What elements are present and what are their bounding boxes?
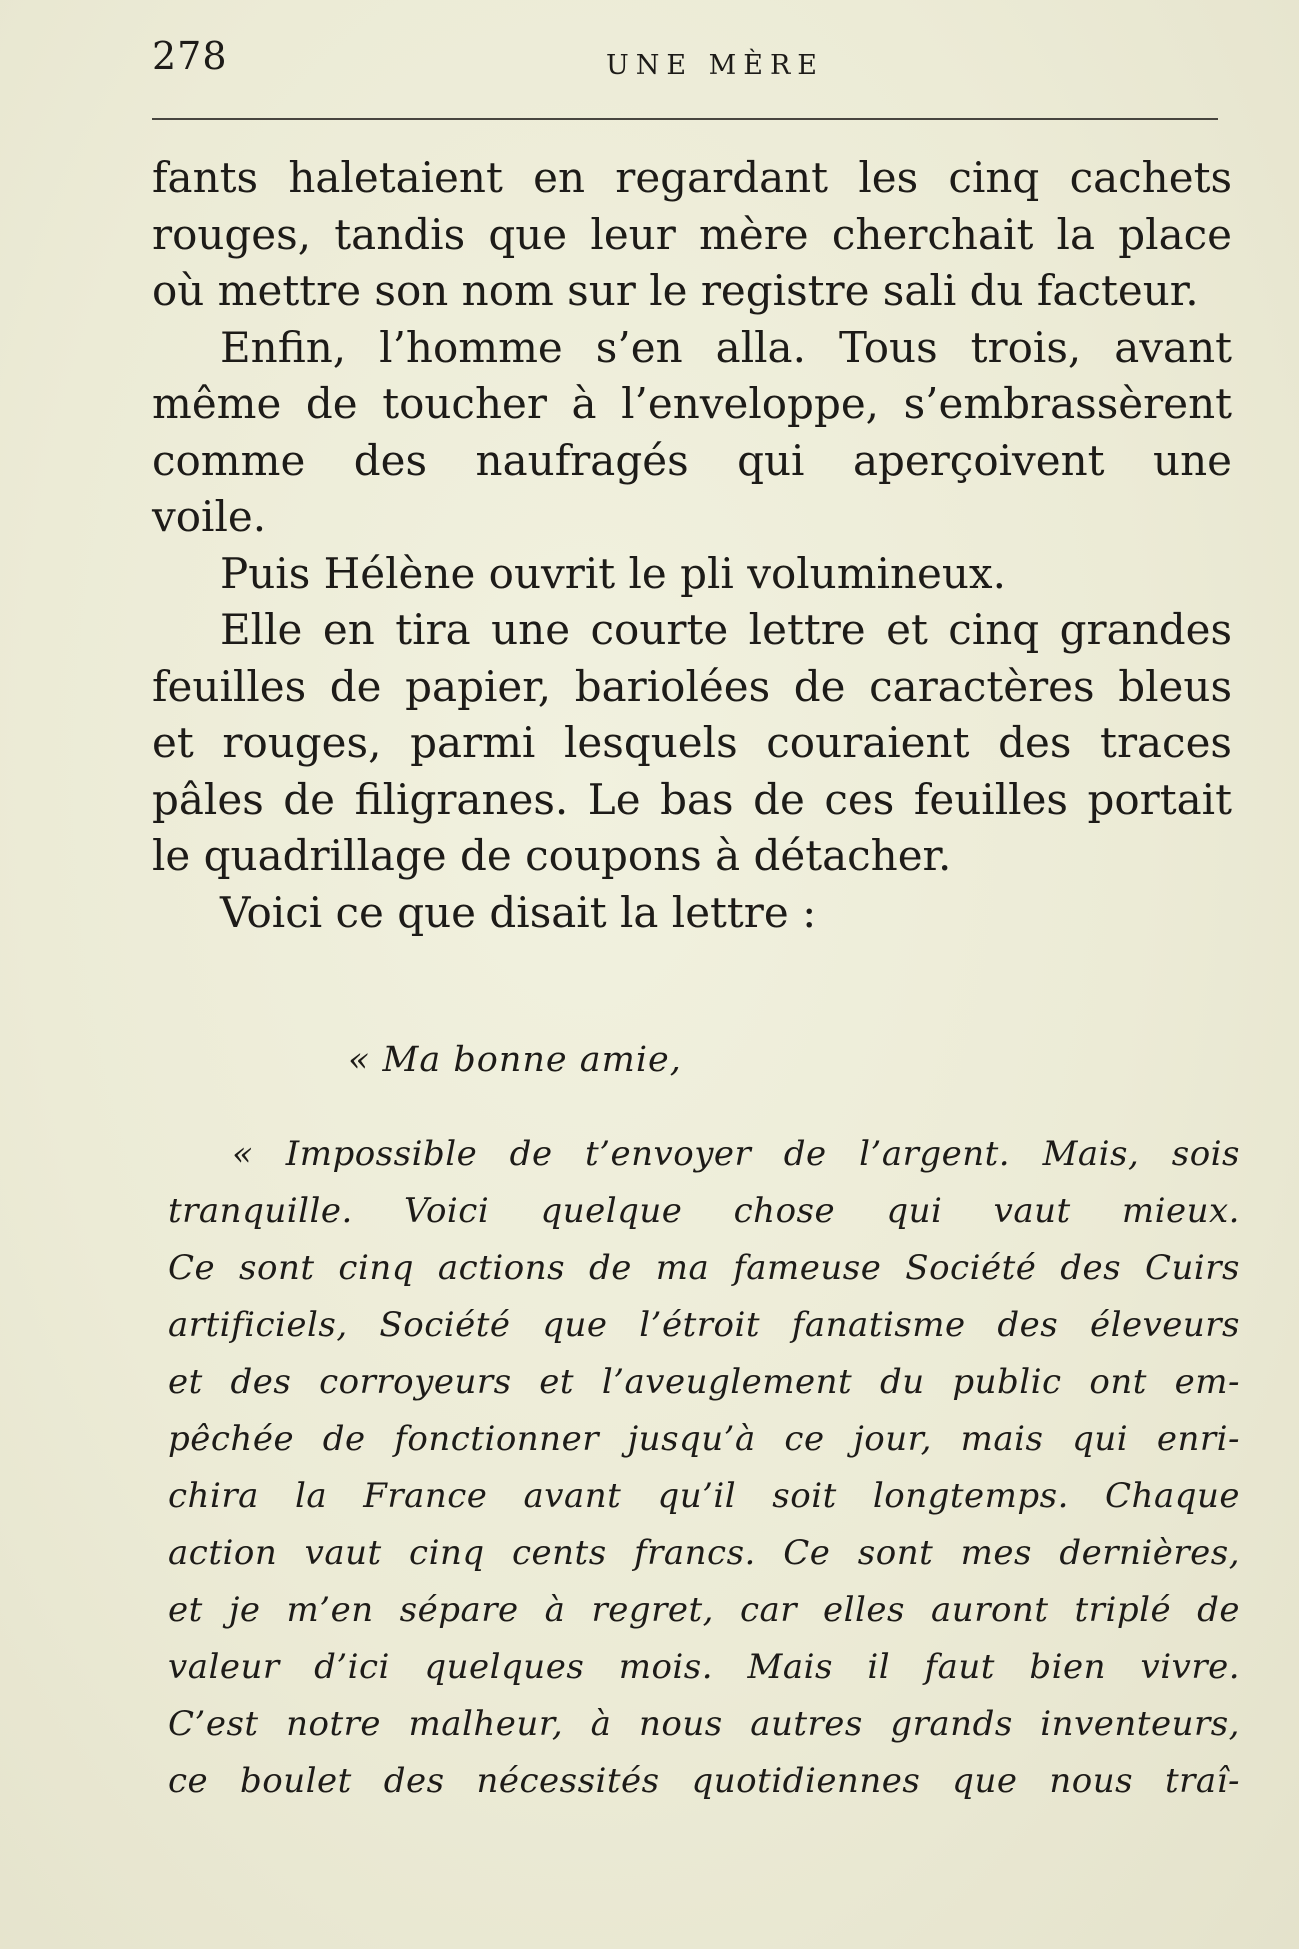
letter-line: C’est notre malheur, à nous autres grands inventeurs, — [168, 1704, 1240, 1744]
letter-line: ce boulet des nécessités quotidiennes que nous traî- — [168, 1761, 1240, 1801]
text-line: Elle en tira une courte lettre et cinq grandes — [220, 605, 1232, 654]
letter-salutation: « Ma bonne amie, — [348, 1040, 682, 1080]
letter-line: Ce sont cinq actions de ma fameuse Société des Cuirs — [168, 1248, 1240, 1288]
letter-line: et des corroyeurs et l’aveuglement du public ont em- — [168, 1362, 1240, 1402]
text-line: fants haletaient en regardant les cinq cachets — [152, 153, 1232, 202]
letter-line: tranquille. Voici quelque chose qui vaut mieux. — [168, 1191, 1240, 1231]
quoted-letter — [168, 1030, 1240, 1810]
body-text — [152, 150, 1232, 941]
text-line: et rouges, parmi lesquels couraient des traces — [152, 718, 1232, 767]
text-line: voile. — [152, 492, 267, 541]
text-line: Enfin, l’homme s’en alla. Tous trois, avant — [220, 322, 1232, 372]
letter-line: artificiels, Société que l’étroit fanatisme des éleveurs — [168, 1305, 1240, 1345]
text-line: feuilles de papier, bariolées de caractères bleus — [152, 661, 1232, 711]
header-rule — [152, 118, 1218, 120]
text-line: même de toucher à l’enveloppe, s’embrassèrent — [152, 379, 1232, 428]
text-line: où mettre son nom sur le registre sali du facteur. — [152, 266, 1199, 315]
letter-line: pêchée de fonctionner jusqu’à ce jour, mais qui enri- — [168, 1419, 1240, 1459]
text-line: Voici ce que disait la lettre : — [220, 887, 817, 937]
running-head: UNE MÈRE — [605, 50, 825, 81]
letter-line: valeur d’ici quelques mois. Mais il faut bien vivre. — [168, 1647, 1240, 1687]
letter-line: chira la France avant qu’il soit longtemps. Chaque — [168, 1476, 1240, 1516]
text-line: le quadrillage de coupons à détacher. — [152, 831, 952, 880]
text-line: comme des naufragés qui aperçoivent une — [152, 435, 1232, 485]
letter-line: et je m’en sépare à regret, car elles auront triplé de — [168, 1590, 1240, 1630]
page-number: 278 — [152, 34, 228, 78]
page-header — [152, 30, 1218, 90]
letter-body — [168, 1126, 1240, 1810]
text-line: Puis Hélène ouvrit le pli volumineux. — [220, 548, 1006, 598]
letter-line: « Impossible de t’envoyer de l’argent. Mais, sois — [232, 1134, 1240, 1174]
text-line: rouges, tandis que leur mère cherchait la place — [152, 209, 1232, 259]
letter-line: action vaut cinq cents francs. Ce sont mes dernières, — [168, 1533, 1240, 1573]
text-line: pâles de filigranes. Le bas de ces feuilles portait — [152, 774, 1232, 824]
